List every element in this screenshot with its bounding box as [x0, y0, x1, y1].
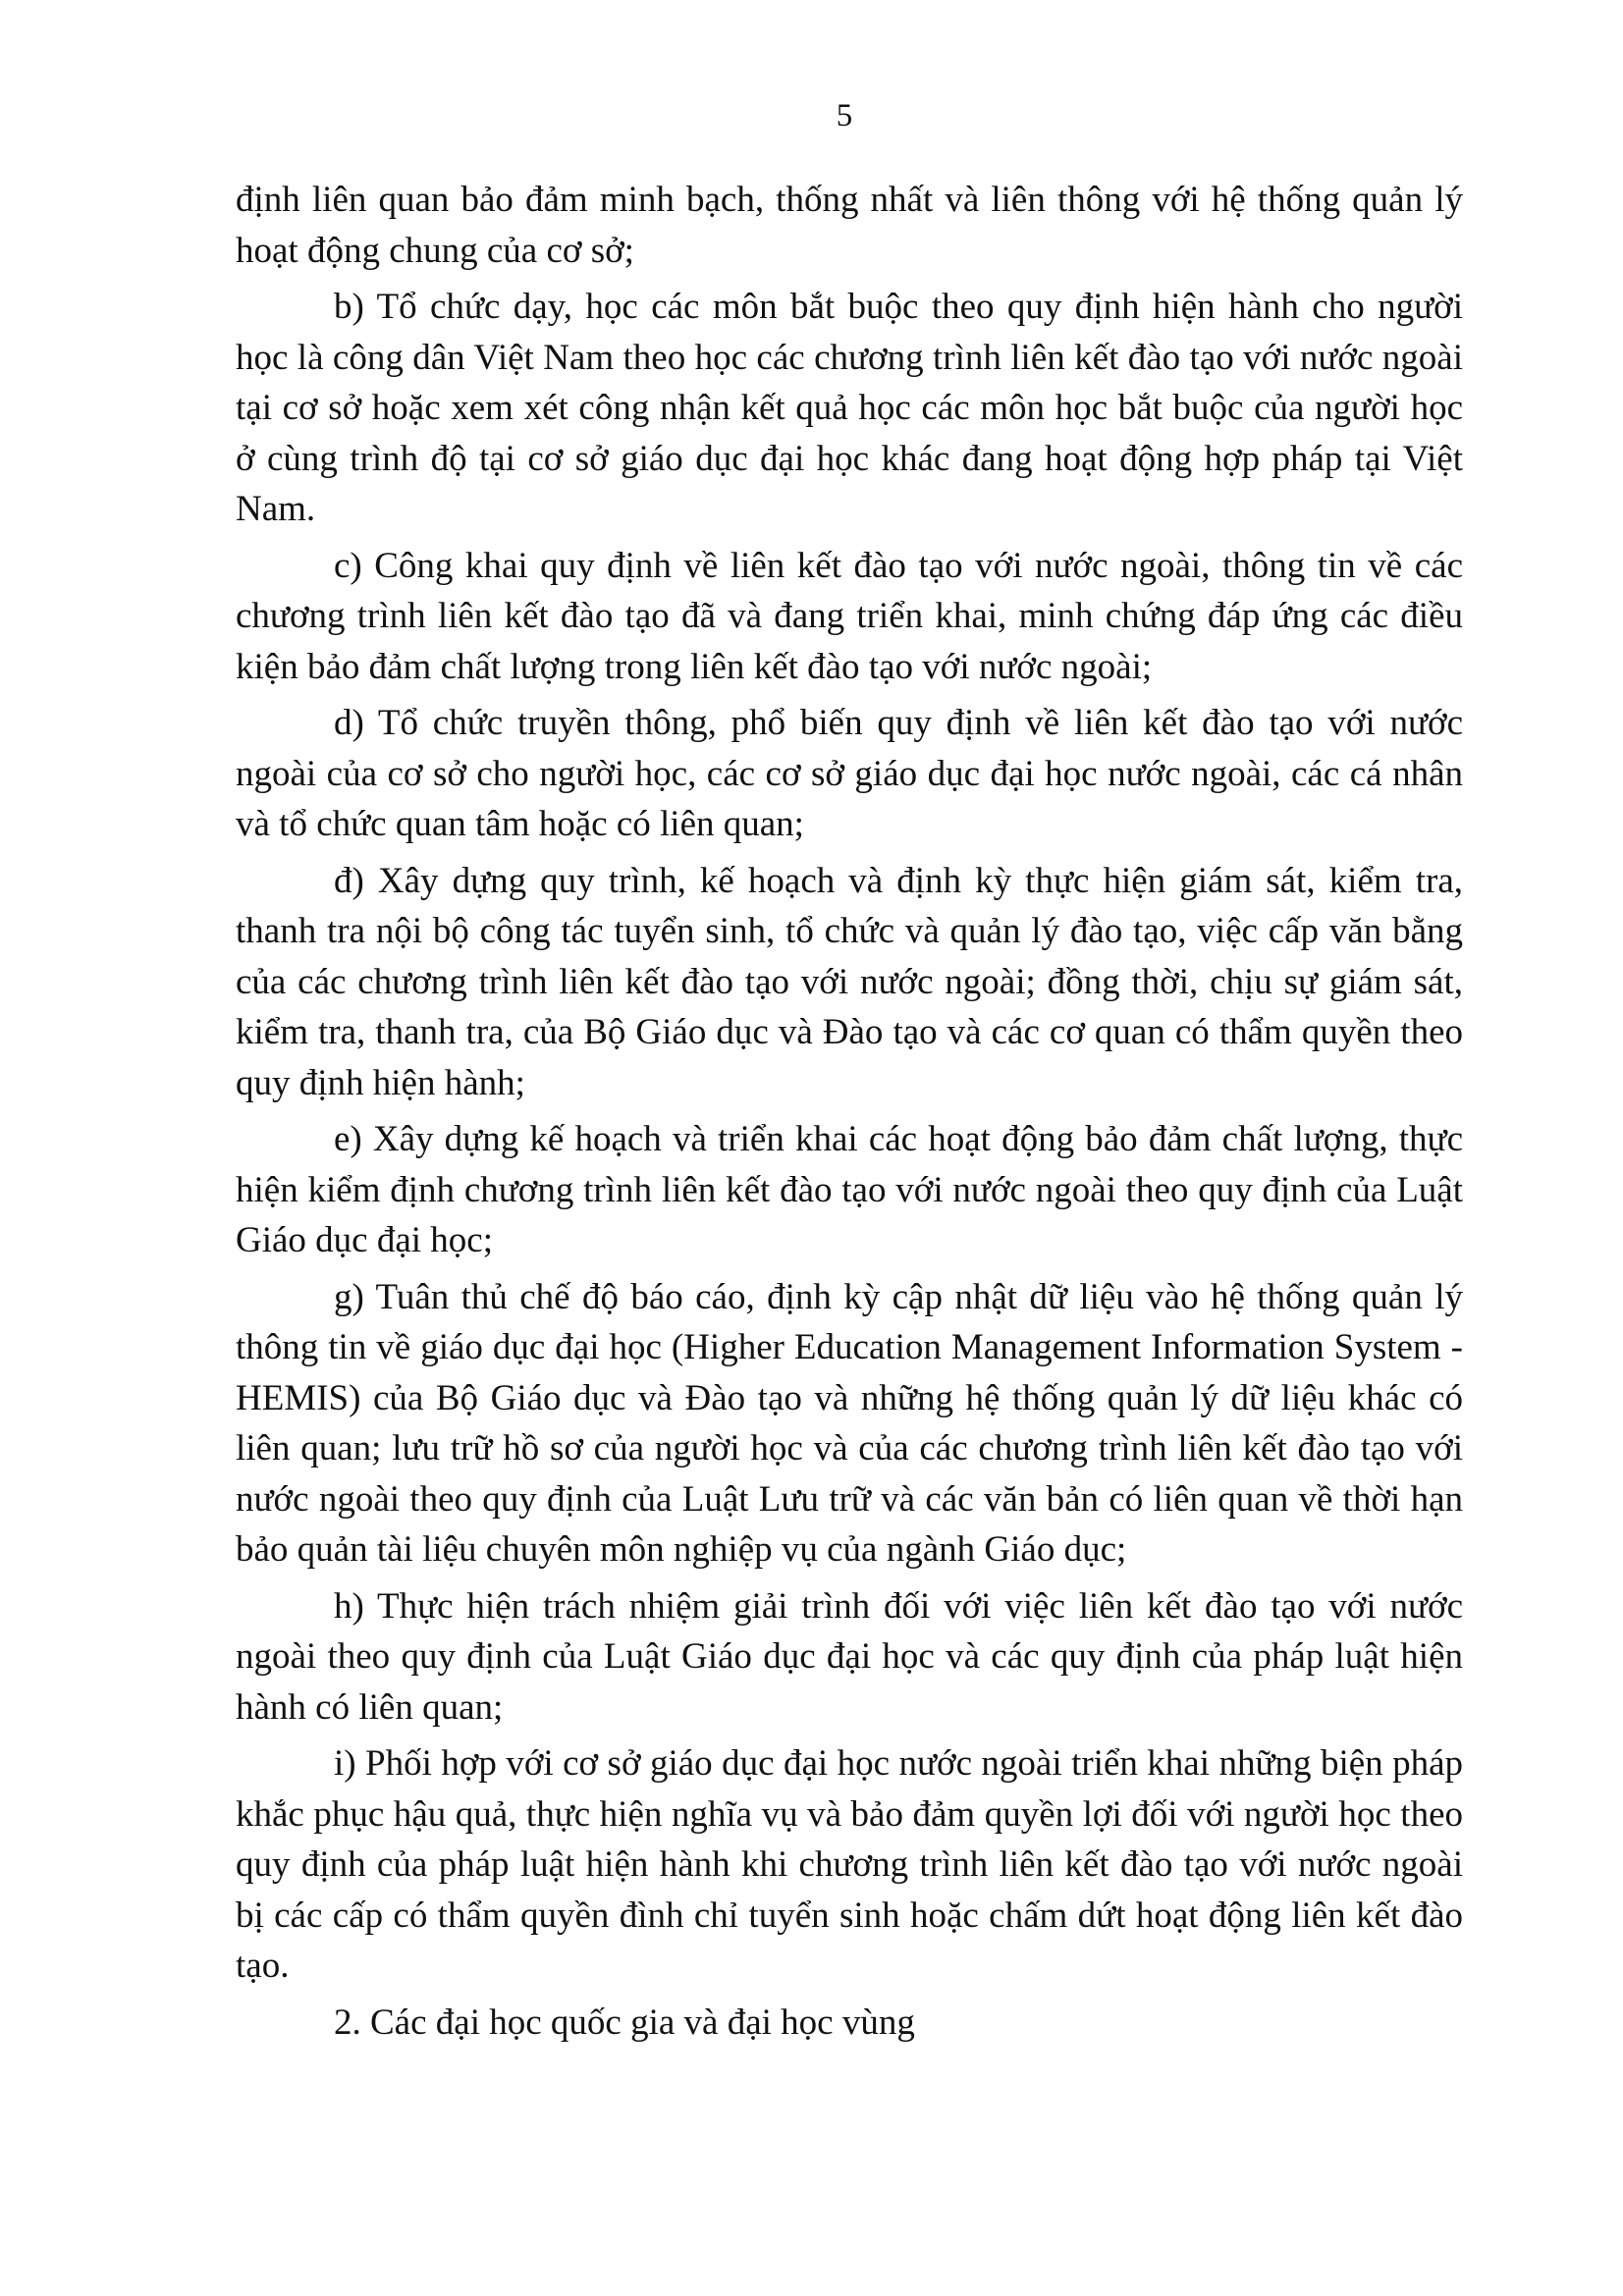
paragraph-item-e: e) Xây dựng kế hoạch và triển khai các hoạt động bảo đảm chất lượng, thực hiện kiểm định chương trình liên kết đào tạo với nước ngoài theo quy định của Luật Giáo dục đại học;: [236, 1119, 1463, 1260]
page-number: 5: [836, 98, 853, 133]
paragraph-item-h: h) Thực hiện trách nhiệm giải trình đối với việc liên kết đào tạo với nước ngoài theo quy định của Luật Giáo dục đại học và các quy định của pháp luật hiện hành có liên quan;: [236, 1585, 1463, 1728]
paragraph-item-dd: đ) Xây dựng quy trình, kế hoạch và định kỳ thực hiện giám sát, kiểm tra, thanh tra nội bộ công tác tuyển sinh, tổ chức và quản lý đào tạo, việc cấp văn bằng của các chương trình liên kết đào tạo với nước ngoài; đồng thời, chịu sự giám sát, kiểm tra, thanh tra, của Bộ Giáo dục và Đào tạo và các cơ quan có thẩm quyền theo quy định hiện hành;: [236, 860, 1463, 1103]
section-heading-2: 2. Các đại học quốc gia và đại học vùng: [334, 2002, 915, 2043]
paragraph-item-g: g) Tuân thủ chế độ báo cáo, định kỳ cập nhật dữ liệu vào hệ thống quản lý thông tin về giáo dục đại học (Higher Education Management Information System - HEMIS) của Bộ Giáo dục và Đào tạo và những hệ thống quản lý dữ liệu khác có liên quan; lưu trữ hồ sơ của người học và của các chương trình liên kết đào tạo với nước ngoài theo quy định của Luật Lưu trữ và các văn bản có liên quan về thời hạn bảo quản tài liệu chuyên môn nghiệp vụ của ngành Giáo dục;: [236, 1276, 1463, 1570]
paragraph-item-d: d) Tổ chức truyền thông, phổ biến quy định về liên kết đào tạo với nước ngoài của cơ sở cho người học, các cơ sở giáo dục đại học nước ngoài, các cá nhân và tổ chức quan tâm hoặc có liên quan;: [236, 703, 1463, 844]
paragraph-item-c: c) Công khai quy định về liên kết đào tạo với nước ngoài, thông tin về các chương trình liên kết đào tạo đã và đang triển khai, minh chứng đáp ứng các điều kiện bảo đảm chất lượng trong liên kết đào tạo với nước ngoài;: [236, 545, 1463, 687]
paragraph-item-b: b) Tổ chức dạy, học các môn bắt buộc theo quy định hiện hành cho người học là công dân Việt Nam theo học các chương trình liên kết đào tạo với nước ngoài tại cơ sở hoặc xem xét công nhận kết quả học các môn học bắt buộc của người học ở cùng trình độ tại cơ sở giáo dục đại học khác đang hoạt động hợp pháp tại Việt Nam.: [236, 287, 1463, 529]
paragraph-item-i: i) Phối hợp với cơ sở giáo dục đại học nước ngoài triển khai những biện pháp khắc phục hậu quả, thực hiện nghĩa vụ và bảo đảm quyền lợi đối với người học theo quy định của pháp luật hiện hành khi chương trình liên kết đào tạo với nước ngoài bị các cấp có thẩm quyền đình chỉ tuyển sinh hoặc chấm dứt hoạt động liên kết đào tạo.: [236, 1743, 1463, 1986]
paragraph-continued: định liên quan bảo đảm minh bạch, thống nhất và liên thông với hệ thống quản lý hoạt động chung của cơ sở;: [236, 180, 1463, 271]
document-body: [236, 175, 1463, 2054]
